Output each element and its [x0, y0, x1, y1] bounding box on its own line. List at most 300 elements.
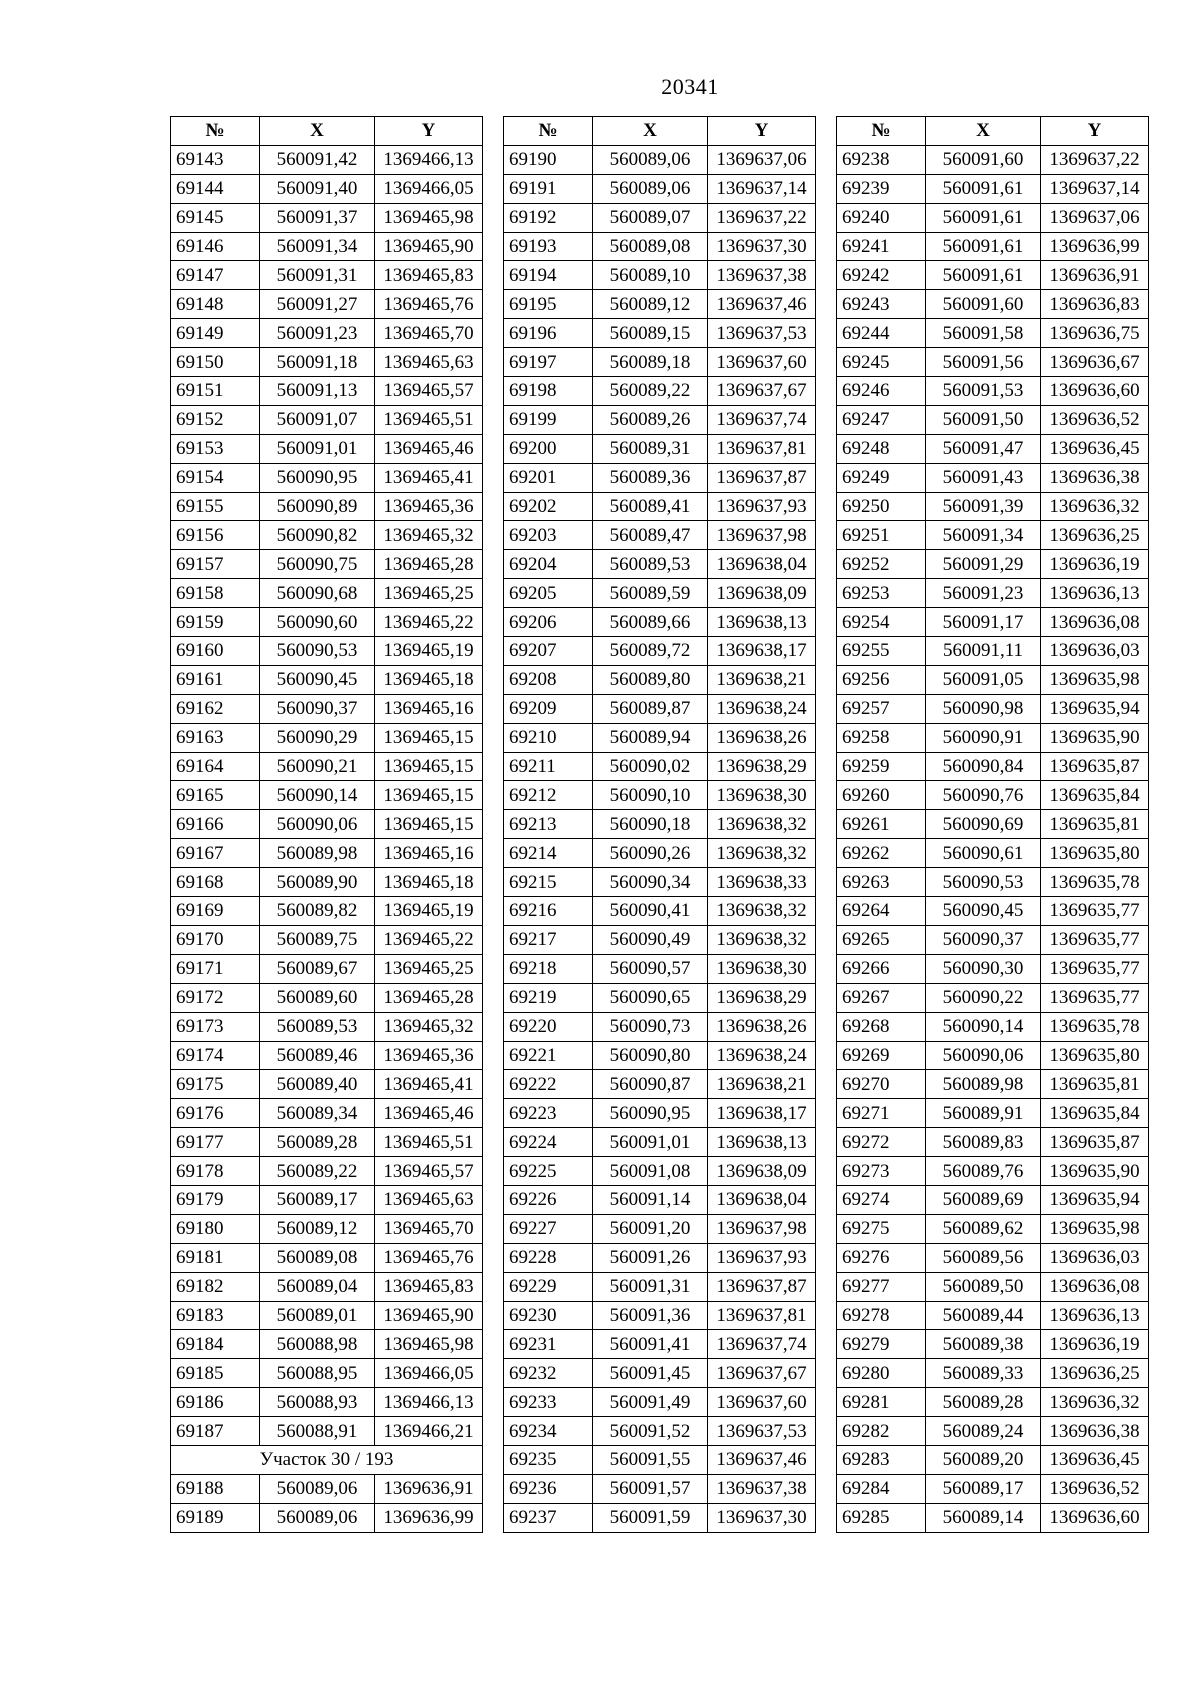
y-coordinate: 1369465,18 [375, 665, 483, 694]
x-coordinate: 560089,59 [593, 579, 708, 608]
y-coordinate: 1369638,09 [708, 579, 816, 608]
table-row [837, 1070, 1149, 1099]
table-row [837, 434, 1149, 463]
point-number: 69245 [837, 348, 926, 377]
point-number: 69239 [837, 174, 926, 203]
x-coordinate: 560090,80 [593, 1041, 708, 1070]
y-coordinate: 1369637,81 [708, 1301, 816, 1330]
table-row [504, 694, 816, 723]
point-number: 69256 [837, 665, 926, 694]
header-y: Y [1041, 117, 1149, 146]
point-number: 69266 [837, 954, 926, 983]
y-coordinate: 1369638,17 [708, 637, 816, 666]
y-coordinate: 1369637,81 [708, 434, 816, 463]
table-row [171, 232, 483, 261]
y-coordinate: 1369465,25 [375, 579, 483, 608]
x-coordinate: 560089,50 [926, 1272, 1041, 1301]
y-coordinate: 1369638,24 [708, 1041, 816, 1070]
x-coordinate: 560091,29 [926, 550, 1041, 579]
point-number: 69277 [837, 1272, 926, 1301]
y-coordinate: 1369638,26 [708, 723, 816, 752]
point-number: 69273 [837, 1157, 926, 1186]
coordinates-table-1 [170, 116, 483, 1533]
y-coordinate: 1369636,32 [1041, 1388, 1149, 1417]
y-coordinate: 1369465,36 [375, 1041, 483, 1070]
table-row [171, 348, 483, 377]
point-number: 69192 [504, 203, 593, 232]
x-coordinate: 560091,31 [260, 261, 375, 290]
y-coordinate: 1369638,30 [708, 954, 816, 983]
table-row [837, 579, 1149, 608]
table-row [837, 232, 1149, 261]
y-coordinate: 1369638,26 [708, 1012, 816, 1041]
y-coordinate: 1369465,32 [375, 1012, 483, 1041]
point-number: 69188 [171, 1474, 260, 1503]
y-coordinate: 1369637,53 [708, 1417, 816, 1446]
y-coordinate: 1369635,84 [1041, 781, 1149, 810]
table-row [504, 897, 816, 926]
y-coordinate: 1369637,30 [708, 232, 816, 261]
y-coordinate: 1369638,32 [708, 925, 816, 954]
point-number: 69190 [504, 145, 593, 174]
x-coordinate: 560089,17 [260, 1185, 375, 1214]
point-number: 69251 [837, 521, 926, 550]
y-coordinate: 1369465,15 [375, 781, 483, 810]
point-number: 69181 [171, 1243, 260, 1272]
point-number: 69204 [504, 550, 593, 579]
x-coordinate: 560090,02 [593, 752, 708, 781]
point-number: 69161 [171, 665, 260, 694]
table-row [837, 781, 1149, 810]
x-coordinate: 560090,98 [926, 694, 1041, 723]
table-row [504, 1157, 816, 1186]
y-coordinate: 1369636,60 [1041, 377, 1149, 406]
point-number: 69260 [837, 781, 926, 810]
coordinates-table-3 [836, 116, 1149, 1533]
header-y: Y [708, 117, 816, 146]
table-row [837, 1272, 1149, 1301]
table-row [837, 637, 1149, 666]
x-coordinate: 560089,06 [593, 145, 708, 174]
y-coordinate: 1369637,67 [708, 377, 816, 406]
y-coordinate: 1369637,98 [708, 1214, 816, 1243]
table-row [504, 1359, 816, 1388]
table-row [504, 1503, 816, 1532]
y-coordinate: 1369465,70 [375, 1214, 483, 1243]
x-coordinate: 560091,41 [593, 1330, 708, 1359]
x-coordinate: 560091,14 [593, 1185, 708, 1214]
table-row [171, 1070, 483, 1099]
point-number: 69145 [171, 203, 260, 232]
point-number: 69182 [171, 1272, 260, 1301]
x-coordinate: 560090,61 [926, 839, 1041, 868]
table-row [171, 1243, 483, 1272]
table-row [837, 1388, 1149, 1417]
point-number: 69229 [504, 1272, 593, 1301]
point-number: 69220 [504, 1012, 593, 1041]
section-label: Участок 30 / 193 [171, 1445, 483, 1474]
y-coordinate: 1369635,80 [1041, 1041, 1149, 1070]
x-coordinate: 560091,55 [593, 1445, 708, 1474]
table-row [504, 810, 816, 839]
table-row [171, 463, 483, 492]
x-coordinate: 560089,36 [593, 463, 708, 492]
point-number: 69278 [837, 1301, 926, 1330]
table-row [504, 839, 816, 868]
y-coordinate: 1369637,60 [708, 348, 816, 377]
point-number: 69148 [171, 290, 260, 319]
table-row [171, 319, 483, 348]
y-coordinate: 1369465,22 [375, 925, 483, 954]
table-row [504, 868, 816, 897]
x-coordinate: 560089,41 [593, 492, 708, 521]
x-coordinate: 560089,20 [926, 1445, 1041, 1474]
x-coordinate: 560089,98 [926, 1070, 1041, 1099]
y-coordinate: 1369636,75 [1041, 319, 1149, 348]
table-row [504, 1243, 816, 1272]
x-coordinate: 560091,59 [593, 1503, 708, 1532]
point-number: 69165 [171, 781, 260, 810]
x-coordinate: 560089,69 [926, 1185, 1041, 1214]
x-coordinate: 560089,56 [926, 1243, 1041, 1272]
y-coordinate: 1369636,03 [1041, 637, 1149, 666]
x-coordinate: 560091,52 [593, 1417, 708, 1446]
x-coordinate: 560089,06 [593, 174, 708, 203]
x-coordinate: 560089,22 [593, 377, 708, 406]
point-number: 69240 [837, 203, 926, 232]
point-number: 69146 [171, 232, 260, 261]
table-row [171, 1503, 483, 1532]
table-row [837, 1359, 1149, 1388]
x-coordinate: 560090,18 [593, 810, 708, 839]
table-row [171, 723, 483, 752]
point-number: 69225 [504, 1157, 593, 1186]
y-coordinate: 1369636,67 [1041, 348, 1149, 377]
table-row [171, 1214, 483, 1243]
table-row [837, 405, 1149, 434]
x-coordinate: 560089,06 [260, 1503, 375, 1532]
y-coordinate: 1369465,63 [375, 348, 483, 377]
table-row [171, 550, 483, 579]
y-coordinate: 1369465,57 [375, 377, 483, 406]
table-row [504, 319, 816, 348]
x-coordinate: 560090,68 [260, 579, 375, 608]
y-coordinate: 1369637,87 [708, 1272, 816, 1301]
table-row [837, 665, 1149, 694]
point-number: 69183 [171, 1301, 260, 1330]
x-coordinate: 560091,37 [260, 203, 375, 232]
y-coordinate: 1369635,87 [1041, 1128, 1149, 1157]
header-x: X [593, 117, 708, 146]
x-coordinate: 560090,10 [593, 781, 708, 810]
y-coordinate: 1369465,57 [375, 1157, 483, 1186]
x-coordinate: 560089,15 [593, 319, 708, 348]
point-number: 69174 [171, 1041, 260, 1070]
table-row [504, 434, 816, 463]
point-number: 69176 [171, 1099, 260, 1128]
point-number: 69153 [171, 434, 260, 463]
table-row [171, 954, 483, 983]
point-number: 69243 [837, 290, 926, 319]
x-coordinate: 560091,61 [926, 261, 1041, 290]
table-row [837, 1417, 1149, 1446]
point-number: 69144 [171, 174, 260, 203]
x-coordinate: 560091,13 [260, 377, 375, 406]
point-number: 69232 [504, 1359, 593, 1388]
table-row [837, 608, 1149, 637]
x-coordinate: 560090,82 [260, 521, 375, 550]
x-coordinate: 560090,22 [926, 983, 1041, 1012]
point-number: 69215 [504, 868, 593, 897]
table-row [504, 1417, 816, 1446]
y-coordinate: 1369635,77 [1041, 925, 1149, 954]
table-row [837, 723, 1149, 752]
x-coordinate: 560089,83 [926, 1128, 1041, 1157]
table-row [504, 925, 816, 954]
table-row [171, 1359, 483, 1388]
table-row [504, 1012, 816, 1041]
x-coordinate: 560089,44 [926, 1301, 1041, 1330]
point-number: 69265 [837, 925, 926, 954]
point-number: 69252 [837, 550, 926, 579]
point-number: 69227 [504, 1214, 593, 1243]
x-coordinate: 560089,76 [926, 1157, 1041, 1186]
point-number: 69235 [504, 1445, 593, 1474]
table-row [504, 290, 816, 319]
point-number: 69231 [504, 1330, 593, 1359]
y-coordinate: 1369637,38 [708, 261, 816, 290]
x-coordinate: 560089,60 [260, 983, 375, 1012]
x-coordinate: 560089,22 [260, 1157, 375, 1186]
y-coordinate: 1369636,25 [1041, 521, 1149, 550]
y-coordinate: 1369637,46 [708, 290, 816, 319]
point-number: 69180 [171, 1214, 260, 1243]
table-row [171, 174, 483, 203]
point-number: 69158 [171, 579, 260, 608]
y-coordinate: 1369465,46 [375, 434, 483, 463]
table-row [504, 463, 816, 492]
point-number: 69159 [171, 608, 260, 637]
table-row [504, 203, 816, 232]
table-row [171, 290, 483, 319]
table-row [504, 1330, 816, 1359]
x-coordinate: 560090,84 [926, 752, 1041, 781]
point-number: 69222 [504, 1070, 593, 1099]
point-number: 69195 [504, 290, 593, 319]
table-row [504, 1214, 816, 1243]
y-coordinate: 1369638,32 [708, 839, 816, 868]
y-coordinate: 1369465,28 [375, 550, 483, 579]
table-row [171, 1041, 483, 1070]
table-row [837, 492, 1149, 521]
y-coordinate: 1369638,21 [708, 665, 816, 694]
point-number: 69248 [837, 434, 926, 463]
y-coordinate: 1369465,15 [375, 810, 483, 839]
y-coordinate: 1369637,38 [708, 1474, 816, 1503]
point-number: 69219 [504, 983, 593, 1012]
x-coordinate: 560090,37 [260, 694, 375, 723]
point-number: 69234 [504, 1417, 593, 1446]
point-number: 69160 [171, 637, 260, 666]
y-coordinate: 1369465,98 [375, 1330, 483, 1359]
x-coordinate: 560090,75 [260, 550, 375, 579]
y-coordinate: 1369636,13 [1041, 579, 1149, 608]
y-coordinate: 1369466,05 [375, 1359, 483, 1388]
y-coordinate: 1369465,83 [375, 1272, 483, 1301]
y-coordinate: 1369637,53 [708, 319, 816, 348]
y-coordinate: 1369465,15 [375, 723, 483, 752]
table-row [171, 608, 483, 637]
point-number: 69164 [171, 752, 260, 781]
x-coordinate: 560089,40 [260, 1070, 375, 1099]
x-coordinate: 560089,75 [260, 925, 375, 954]
y-coordinate: 1369635,98 [1041, 1214, 1149, 1243]
x-coordinate: 560091,42 [260, 145, 375, 174]
table-row [504, 521, 816, 550]
y-coordinate: 1369635,78 [1041, 868, 1149, 897]
table-row [504, 261, 816, 290]
x-coordinate: 560090,65 [593, 983, 708, 1012]
table-row [837, 983, 1149, 1012]
point-number: 69178 [171, 1157, 260, 1186]
x-coordinate: 560090,57 [593, 954, 708, 983]
x-coordinate: 560089,08 [260, 1243, 375, 1272]
table-row [171, 377, 483, 406]
table-row [837, 203, 1149, 232]
point-number: 69226 [504, 1185, 593, 1214]
point-number: 69203 [504, 521, 593, 550]
y-coordinate: 1369465,76 [375, 290, 483, 319]
y-coordinate: 1369465,83 [375, 261, 483, 290]
y-coordinate: 1369465,98 [375, 203, 483, 232]
point-number: 69207 [504, 637, 593, 666]
point-number: 69186 [171, 1388, 260, 1417]
x-coordinate: 560089,24 [926, 1417, 1041, 1446]
y-coordinate: 1369635,80 [1041, 839, 1149, 868]
point-number: 69185 [171, 1359, 260, 1388]
table-row [504, 665, 816, 694]
point-number: 69224 [504, 1128, 593, 1157]
table-row [171, 1301, 483, 1330]
table-row [837, 377, 1149, 406]
y-coordinate: 1369637,93 [708, 492, 816, 521]
point-number: 69163 [171, 723, 260, 752]
point-number: 69198 [504, 377, 593, 406]
table-row [504, 1185, 816, 1214]
x-coordinate: 560089,72 [593, 637, 708, 666]
point-number: 69258 [837, 723, 926, 752]
y-coordinate: 1369465,63 [375, 1185, 483, 1214]
x-coordinate: 560091,61 [926, 174, 1041, 203]
y-coordinate: 1369635,94 [1041, 1185, 1149, 1214]
table-row [837, 897, 1149, 926]
x-coordinate: 560089,31 [593, 434, 708, 463]
x-coordinate: 560091,45 [593, 1359, 708, 1388]
point-number: 69193 [504, 232, 593, 261]
point-number: 69170 [171, 925, 260, 954]
point-number: 69261 [837, 810, 926, 839]
table-row [171, 665, 483, 694]
x-coordinate: 560089,04 [260, 1272, 375, 1301]
y-coordinate: 1369635,78 [1041, 1012, 1149, 1041]
point-number: 69200 [504, 434, 593, 463]
y-coordinate: 1369636,08 [1041, 1272, 1149, 1301]
table-row [837, 1099, 1149, 1128]
y-coordinate: 1369465,18 [375, 868, 483, 897]
x-coordinate: 560090,34 [593, 868, 708, 897]
x-coordinate: 560090,53 [926, 868, 1041, 897]
x-coordinate: 560089,53 [593, 550, 708, 579]
x-coordinate: 560091,36 [593, 1301, 708, 1330]
table-row [837, 839, 1149, 868]
x-coordinate: 560090,14 [260, 781, 375, 810]
table-row [504, 1445, 816, 1474]
x-coordinate: 560089,62 [926, 1214, 1041, 1243]
point-number: 69274 [837, 1185, 926, 1214]
header-number: № [837, 117, 926, 146]
x-coordinate: 560089,10 [593, 261, 708, 290]
point-number: 69168 [171, 868, 260, 897]
table-row [504, 752, 816, 781]
x-coordinate: 560091,57 [593, 1474, 708, 1503]
x-coordinate: 560089,53 [260, 1012, 375, 1041]
header-row [504, 117, 816, 146]
point-number: 69223 [504, 1099, 593, 1128]
header-row [171, 117, 483, 146]
x-coordinate: 560091,58 [926, 319, 1041, 348]
table-row [837, 925, 1149, 954]
point-number: 69210 [504, 723, 593, 752]
point-number: 69270 [837, 1070, 926, 1099]
x-coordinate: 560091,50 [926, 405, 1041, 434]
point-number: 69275 [837, 1214, 926, 1243]
y-coordinate: 1369636,25 [1041, 1359, 1149, 1388]
y-coordinate: 1369465,90 [375, 1301, 483, 1330]
table-row [504, 1070, 816, 1099]
table-row [171, 1474, 483, 1503]
table-row [504, 232, 816, 261]
x-coordinate: 560090,60 [260, 608, 375, 637]
table-row [171, 925, 483, 954]
point-number: 69272 [837, 1128, 926, 1157]
point-number: 69171 [171, 954, 260, 983]
x-coordinate: 560089,82 [260, 897, 375, 926]
y-coordinate: 1369637,30 [708, 1503, 816, 1532]
y-coordinate: 1369637,93 [708, 1243, 816, 1272]
y-coordinate: 1369637,46 [708, 1445, 816, 1474]
y-coordinate: 1369637,06 [708, 145, 816, 174]
y-coordinate: 1369636,13 [1041, 1301, 1149, 1330]
point-number: 69191 [504, 174, 593, 203]
table-row [837, 1330, 1149, 1359]
table-row [837, 954, 1149, 983]
y-coordinate: 1369638,32 [708, 897, 816, 926]
coordinates-table-2 [503, 116, 816, 1533]
y-coordinate: 1369638,29 [708, 752, 816, 781]
y-coordinate: 1369465,25 [375, 954, 483, 983]
point-number: 69280 [837, 1359, 926, 1388]
point-number: 69285 [837, 1503, 926, 1532]
x-coordinate: 560091,08 [593, 1157, 708, 1186]
y-coordinate: 1369635,77 [1041, 983, 1149, 1012]
y-coordinate: 1369636,60 [1041, 1503, 1149, 1532]
point-number: 69187 [171, 1417, 260, 1446]
x-coordinate: 560091,49 [593, 1388, 708, 1417]
x-coordinate: 560091,01 [260, 434, 375, 463]
table-row [171, 752, 483, 781]
x-coordinate: 560091,05 [926, 665, 1041, 694]
y-coordinate: 1369635,77 [1041, 897, 1149, 926]
